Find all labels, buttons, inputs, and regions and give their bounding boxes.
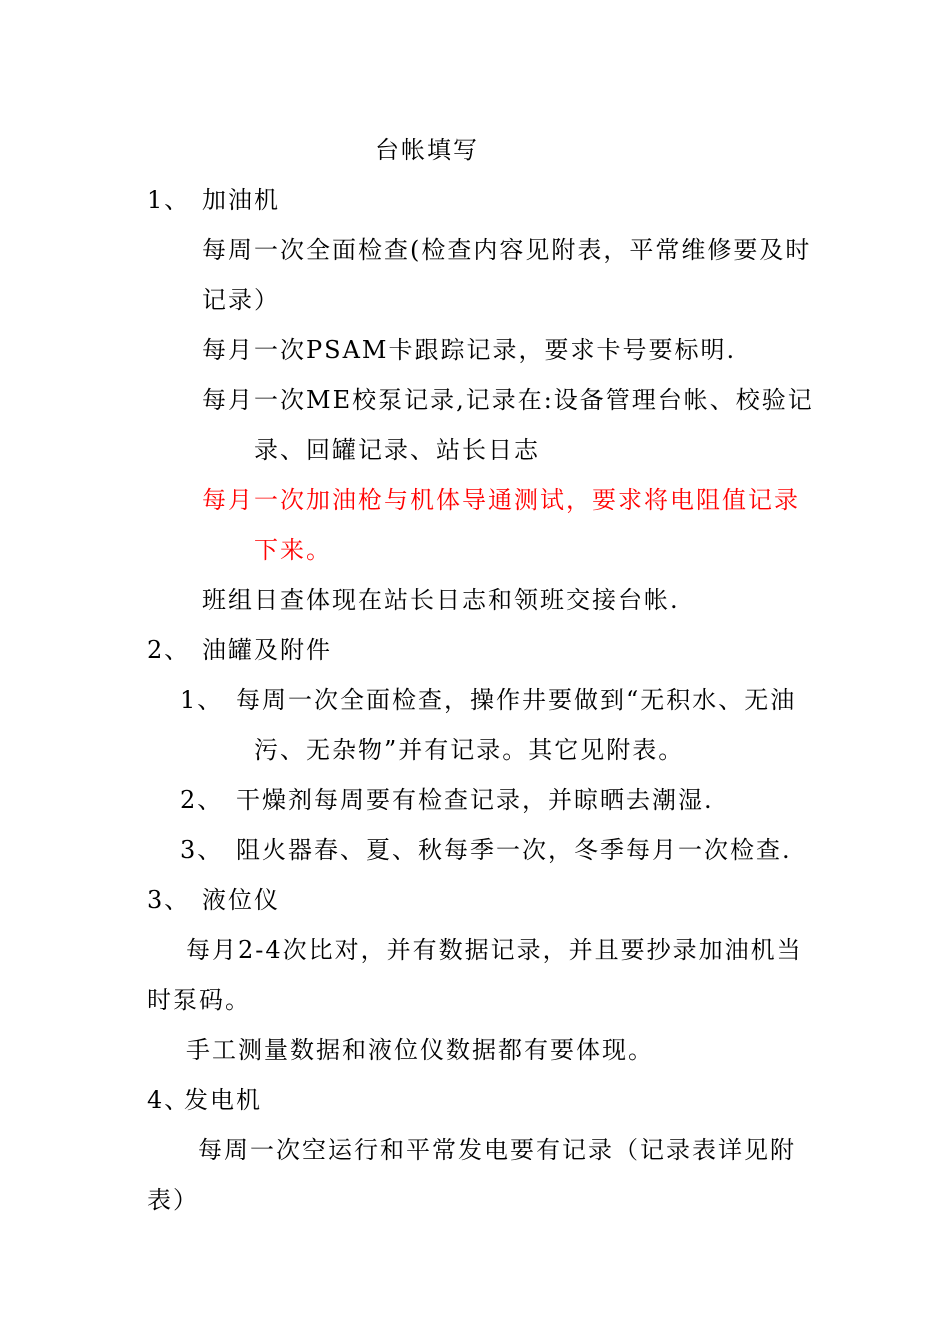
section-4-line-1a: 每周一次空运行和平常发电要有记录（记录表详见附 [198, 1136, 796, 1164]
section-2-item-3-text: 阻火器春、夏、秋每季一次，冬季每月一次检查. [236, 836, 792, 864]
section-1-line-4a-highlight: 每月一次加油枪与机体导通测试，要求将电阻值记录 [202, 486, 800, 514]
section-1-heading: 加油机 [202, 186, 280, 214]
section-1-line-4b-highlight: 下来。 [254, 536, 332, 564]
section-1-number: 1、 [147, 186, 191, 214]
section-4-line-1b: 表） [147, 1186, 199, 1214]
section-2-item-1-number: 1、 [180, 686, 224, 714]
section-2-item-1-text-a: 每周一次全面检查，操作井要做到“无积水、无油 [236, 686, 797, 714]
section-2-item-2-text: 干燥剂每周要有检查记录，并晾晒去潮湿. [236, 786, 714, 814]
section-2-number: 2、 [147, 636, 191, 664]
section-1-line-1a: 每周一次全面检查(检查内容见附表，平常维修要及时 [202, 236, 812, 264]
section-1-line-1b: 记录） [202, 286, 280, 314]
section-1-line-2: 每月一次PSAM卡跟踪记录，要求卡号要标明. [202, 336, 737, 364]
document-title: 台帐填写 [375, 136, 479, 164]
section-1-line-5: 班组日查体现在站长日志和领班交接台帐. [202, 586, 680, 614]
section-2-heading: 油罐及附件 [202, 636, 332, 664]
section-3-line-1a: 每月2-4次比对，并有数据记录，并且要抄录加油机当 [186, 936, 803, 964]
section-3-heading: 液位仪 [202, 886, 280, 914]
section-1-line-3b: 录、回罐记录、站长日志 [254, 436, 540, 464]
section-4-heading: 发电机 [184, 1086, 262, 1114]
section-3-line-1b: 时泵码。 [147, 986, 251, 1014]
section-3-number: 3、 [147, 886, 191, 914]
section-4-number: 4、 [147, 1086, 191, 1114]
section-2-item-1-text-b: 污、无杂物”并有记录。其它见附表。 [254, 736, 685, 764]
section-3-line-2: 手工测量数据和液位仪数据都有要体现。 [186, 1036, 654, 1064]
section-2-item-2-number: 2、 [180, 786, 224, 814]
section-2-item-3-number: 3、 [180, 836, 224, 864]
section-1-line-3a: 每月一次ME校泵记录,记录在:设备管理台帐、校验记 [202, 386, 814, 414]
